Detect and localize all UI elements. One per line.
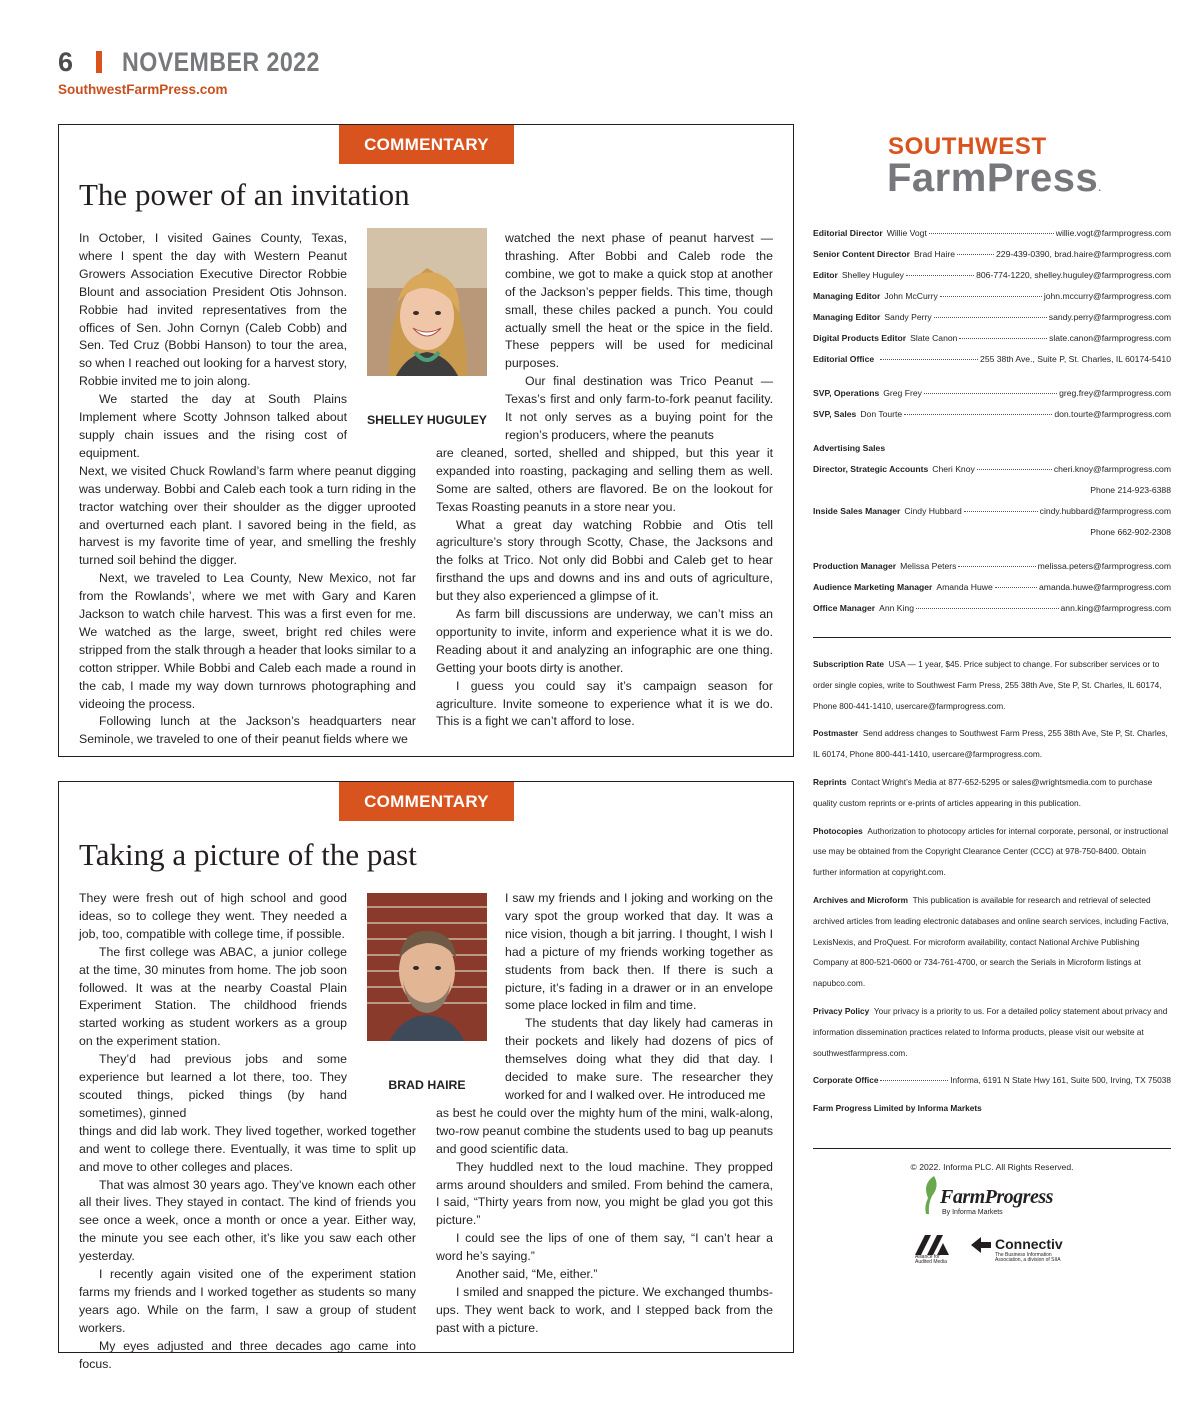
issue-date: NOVEMBER 2022	[121, 46, 320, 77]
divider	[813, 1148, 1171, 1149]
staff-role: Director, Strategic Accounts	[813, 464, 929, 474]
staff-contact[interactable]: melissa.peters@farmprogress.com	[1037, 561, 1171, 571]
staff-role: SVP, Operations	[813, 388, 880, 398]
masthead-southwest: SOUTHWEST	[888, 133, 1047, 160]
staff-name: Don Tourte	[860, 409, 903, 419]
paragraph: What a great day watching Robbie and Otis tell agriculture’s story through Scotty, Chase, the Jacksons and the folks at Trico. Not only did Bobbi and Caleb get to hear firsthand the ups and downs and ins and outs of agriculture, but they also experienced a glimpse of it.	[436, 517, 773, 604]
info-block	[813, 772, 1171, 814]
article-headline: Taking a picture of the past	[79, 837, 417, 872]
left-column	[79, 230, 416, 749]
info-label: Archives and Microform	[813, 894, 908, 905]
section-tag: COMMENTARY	[339, 125, 514, 164]
paragraph: watched the next phase of peanut harvest — thrashing. After Bobbi and Caleb rode the combine, we got to make a quick stop at another of the Jackson’s pepper fields. This time, though small, these chiles packed a punch. You could actually smell the heat or the spice in the field. These peppers will be used for medicinal purposes.	[505, 231, 773, 371]
paragraph: I recently again visited one of the experiment station farms my friends and I worked together as students so many years ago. While on the farm, I saw a group of student workers.	[79, 1267, 416, 1335]
masthead-mark: .	[1098, 183, 1102, 194]
staff-row	[813, 464, 1171, 485]
staff-row	[813, 270, 1171, 291]
publication-info	[813, 654, 1171, 1126]
info-block	[813, 723, 1171, 765]
staff-row	[813, 603, 1171, 624]
staff-group-editorial	[813, 228, 1171, 375]
paragraph: They’d had previous jobs and some experience but learned a lot there, too. They scouted things, picked things (by hand sometimes), ginned	[79, 1052, 347, 1120]
aam-logo-icon	[915, 1235, 951, 1255]
staff-role: Digital Products Editor	[813, 333, 907, 343]
info-block	[813, 1001, 1171, 1063]
info-block	[813, 654, 1171, 716]
info-block	[813, 890, 1171, 994]
connectiv-name: Connectiv	[995, 1236, 1063, 1252]
staff-contact[interactable]: don.tourte@farmprogress.com	[1054, 409, 1171, 419]
staff-name: Melissa Peters	[900, 561, 957, 571]
staff-contact[interactable]: 806-774-1220, shelley.huguley@farmprogress.com	[976, 270, 1171, 280]
staff-role: Managing Editor	[813, 291, 881, 301]
copyright: © 2022. Informa PLC. All Rights Reserved.	[910, 1162, 1074, 1172]
staff-row	[813, 312, 1171, 333]
right-column-narrow	[505, 230, 773, 445]
staff-role: Editor	[813, 270, 838, 280]
masthead-farmpress	[887, 156, 1102, 201]
staff-row	[813, 249, 1171, 270]
staff-row	[813, 228, 1171, 249]
staff-phone: Phone 662-902-2308	[1090, 527, 1171, 537]
staff-role: SVP, Sales	[813, 409, 857, 419]
info-text: Authorization to photocopy articles for internal corporate, personal, or instructional use may be obtained from the Copyright Clearance Center (CCC) at 978-750-8400. Obtain further information at copyright.com.	[813, 825, 1169, 878]
left-column	[79, 890, 416, 1373]
paragraph: Another said, “Me, either.”	[456, 1267, 598, 1282]
paragraph: I smiled and snapped the picture. We exchanged thumbs-ups. They went back to work, and I stepped back from the past with a picture.	[436, 1284, 773, 1335]
info-label: Reprints	[813, 776, 847, 787]
staff-group-svp	[813, 388, 1171, 430]
staff-name: Sandy Perry	[884, 312, 932, 322]
staff-row	[813, 561, 1171, 582]
staff-contact[interactable]: willie.vogt@farmprogress.com	[1055, 228, 1171, 238]
page-number: 6	[58, 46, 74, 77]
folio	[58, 46, 352, 78]
farmprogress-logo	[918, 1172, 1068, 1222]
paragraph: Following lunch at the Jackson’s headquarters near Seminole, we traveled to one of their peanut fields where we	[79, 714, 416, 747]
staff-row	[813, 291, 1171, 312]
paragraph: In October, I visited Gaines County, Texas, where I spent the day with Western Peanut Growers Association Executive Director Robbie Blount and association President Otis Johnson. Robbie had invited representatives from the offices of Sen. John Cornyn (Caleb Cobb) and Sen. Ted Cruz (Bobbi Hanson) to tour the area, so when I reached out looking for a harvest story, Robbie invited me to join along.	[79, 231, 347, 389]
staff-contact[interactable]: amanda.huwe@farmprogress.com	[1039, 582, 1171, 592]
staff-role: Inside Sales Manager	[813, 506, 901, 516]
staff-name: Cindy Hubbard	[904, 506, 962, 516]
staff-contact[interactable]: slate.canon@farmprogress.com	[1049, 333, 1171, 343]
staff-contact[interactable]: 255 38th Ave., Suite P, St. Charles, IL 60174-5410	[980, 354, 1171, 364]
staff-row	[813, 388, 1171, 409]
staff-contact[interactable]: cheri.knoy@farmprogress.com	[1053, 464, 1171, 474]
paragraph: They were fresh out of high school and good ideas, so to college they went. They needed a job, too, compatible with college time, if possible.	[79, 891, 347, 941]
staff-role: Office Manager	[813, 603, 876, 613]
author-byline: BRAD HAIRE	[388, 1078, 466, 1092]
staff-contact[interactable]: ann.king@farmprogress.com	[1060, 603, 1171, 613]
connectiv-sub: The Business Information Association, a division of SIIA	[995, 1252, 1061, 1263]
info-label: Subscription Rate	[813, 659, 884, 669]
staff-contact[interactable]: 229-439-0390, brad.haire@farmprogress.com	[996, 249, 1171, 259]
paragraph: are cleaned, sorted, shelled and shipped, but this year it expanded into roasting, packaging and selling them as well. Some are salted, others are flavored. Be on the lookout for Texas Roasting peanuts in a store near you.	[436, 445, 773, 514]
right-column	[436, 890, 773, 1338]
folio-divider	[96, 51, 102, 73]
staff-group-advertising	[813, 464, 1171, 548]
info-label: Corporate Office	[813, 1075, 879, 1086]
partner-logos	[913, 1233, 1078, 1269]
staff-contact[interactable]: greg.frey@farmprogress.com	[1059, 388, 1171, 398]
staff-role: Production Manager	[813, 561, 897, 571]
paragraph: The students that day likely had cameras in their pockets and likely had dozens of pics of themselves doing what they did that day. I decided to make sure. The researcher they worked for and I walked over. He introduced me	[505, 1016, 773, 1102]
article-brad-haire	[58, 781, 794, 1371]
paragraph: Next, we visited Chuck Rowland’s farm where peanut digging was underway. Bobbi and Caleb each took a turn riding in the tractor watching over their shoulder as the digger uprooted and overturned each plant. I savored being in the field, as harvest is my favorite time of year, and smelling the freshly turned soil behind the digger.	[79, 463, 416, 568]
info-text: Contact Wright’s Media at 877-652-5295 or sales@wrightsmedia.com to purchase quality custom reprints or e-prints of articles appearing in this publication.	[813, 776, 1153, 808]
article-shelley-huguley	[58, 124, 794, 757]
staff-contact[interactable]: cindy.hubbard@farmprogress.com	[1039, 506, 1171, 516]
staff-contact[interactable]: sandy.perry@farmprogress.com	[1048, 312, 1171, 322]
staff-row	[813, 333, 1171, 354]
staff-role: Editorial Office	[813, 354, 875, 364]
right-column	[436, 230, 773, 731]
staff-name: Brad Haire	[913, 249, 956, 259]
paragraph: We started the day at South Plains Implement where Scotty Johnson talked about supply chain issues and the rising cost of equipment.	[79, 392, 347, 460]
staff-group-operations	[813, 561, 1171, 624]
staff-phone: Phone 214-923-6388	[1090, 485, 1171, 495]
aam-label: Alliance for Audited Media	[915, 1254, 947, 1265]
staff-role: Managing Editor	[813, 312, 881, 322]
staff-row	[813, 354, 1171, 375]
staff-role: Editorial Director	[813, 228, 883, 238]
company-line: Farm Progress Limited by Informa Markets	[813, 1103, 982, 1114]
advertising-heading: Advertising Sales	[813, 443, 886, 453]
article-headline: The power of an invitation	[79, 177, 410, 212]
staff-row	[813, 582, 1171, 603]
info-label: Postmaster	[813, 728, 859, 739]
staff-name: John McCurry	[884, 291, 938, 301]
paragraph: as best he could over the mighty hum of the mini, walk-along, two-row peanut combine the students used to bag up peanuts and good scientific data.	[436, 1105, 773, 1156]
info-label: Privacy Policy	[813, 1005, 870, 1016]
farmprogress-sub: By Informa Markets	[942, 1209, 1003, 1216]
staff-list	[813, 228, 1171, 624]
paragraph: That was almost 30 years ago. They’ve known each other all their lives. They stayed in contact. The kind of friends you see once a week, once a month or once a year. Either way, the minute you see each other, it’s like you saw each other yesterday.	[79, 1177, 416, 1264]
staff-contact[interactable]: john.mccurry@farmprogress.com	[1043, 291, 1171, 301]
info-text: Your privacy is a priority to us. For a detailed policy statement about privacy and information dissemination practices related to Informa products, please visit our website at southwestfarmpress.com.	[813, 1005, 1168, 1058]
paragraph: Our final destination was Trico Peanut — Texas’s first and only farm-to-fork peanut facility. It not only serves as a buying point for the region’s producers, where the peanuts	[505, 374, 773, 442]
paragraph: I saw my friends and I joking and working on the vary spot the group worked that day. It was a nice vision, though a bit jarring. I thought, I wish I had a picture of my friends working together as students from back then. If there is such a picture, it’s fading in a drawer or in an envelope some place locked in film and time.	[505, 891, 773, 1013]
divider	[813, 637, 1171, 638]
staff-name: Willie Vogt	[886, 228, 927, 238]
paragraph: My eyes adjusted and three decades ago came into focus.	[79, 1338, 416, 1371]
staff-name: Cheri Knoy	[932, 464, 975, 474]
staff-name: Ann King	[879, 603, 914, 613]
paragraph: I guess you could say it’s campaign season for agriculture. Invite someone to experience what it is we do. This is a fight we can’t afford to lose.	[436, 678, 773, 729]
info-text: This publication is available for research and retrieval of selected archived articles from leading electronic databases and online search services, including Factiva, LexisNexis, and ProQuest. For microform availability, contact National Archive Publishing Company at 800-521-0600 or 734-761-4700, or search the Serials in Microform listings at napubco.com.	[813, 894, 1169, 989]
staff-row	[813, 506, 1171, 527]
staff-name: Greg Frey	[883, 388, 922, 398]
staff-name: Amanda Huwe	[936, 582, 993, 592]
info-block	[813, 821, 1171, 883]
right-column-narrow	[505, 890, 773, 1105]
author-byline: SHELLEY HUGULEY	[366, 413, 488, 427]
site-url[interactable]: SouthwestFarmPress.com	[58, 82, 228, 97]
masthead-name: FarmPress	[887, 156, 1099, 200]
staff-row	[813, 409, 1171, 430]
info-text: Send address changes to Southwest Farm Press, 255 38th Ave, Ste P, St. Charles, IL 60174, Phone 800-441-1410, usercare@farmprogress.com.	[813, 728, 1168, 760]
staff-role: Senior Content Director	[813, 249, 910, 259]
paragraph: The first college was ABAC, a junior college at the time, 30 minutes from home. The job soon followed. It was at the nearby Coastal Plain Experiment Station. The childhood friends started working as student workers as a group on the experiment station.	[79, 944, 347, 1049]
farmprogress-name: FarmProgress	[940, 1186, 1053, 1208]
info-text: USA — 1 year, $45. Price subject to change. For subscriber services or to order single copies, write to Southwest Farm Press, 255 38th Ave, Ste P, St. Charles, IL 60174, Phone 800-441-1410, usercare@farmprogress.com.	[813, 659, 1162, 711]
staff-name: Slate Canon	[910, 333, 958, 343]
left-column-narrow	[79, 890, 347, 1123]
paragraph: Next, we traveled to Lea County, New Mexico, not far from the Rowlands’, where we met with Gary and Karen Jackson to watch chile harvest. This was a first even for me. We watched as the large, sweet, bright red chiles were stripped from the stalk through a header that looks similar to a cotton stripper. While Bobbi and Caleb each made a round in the cab, I made my way down turnrows photographing and videoing the process.	[79, 571, 416, 711]
left-column-narrow	[79, 230, 347, 463]
info-text: Informa, 6191 N State Hwy 161, Suite 500, Irving, TX 75038	[950, 1075, 1171, 1086]
info-label: Photocopies	[813, 825, 863, 836]
connectiv-logo-icon	[969, 1235, 993, 1255]
paragraph: They huddled next to the loud machine. They propped arms around shoulders and smiled. From behind the camera, I said, “Thirty years from now, you might be glad you got this picture.”	[436, 1159, 773, 1228]
section-tag: COMMENTARY	[339, 782, 514, 821]
corporate-office	[813, 1070, 1171, 1091]
staff-name: Shelley Huguley	[841, 270, 904, 280]
leaf-icon	[920, 1174, 942, 1214]
paragraph: things and did lab work. They lived together, worked together and went to college there. Eventually, it was time to split up and move to other colleges and places.	[79, 1123, 416, 1174]
paragraph: I could see the lips of one of them say, “I can’t hear a word he’s saying.”	[436, 1231, 773, 1264]
staff-role: Audience Marketing Manager	[813, 582, 933, 592]
paragraph: As farm bill discussions are underway, we can’t miss an opportunity to invite, inform and experience what it is we do. Reading about it and analyzing an infographic are one thing. Getting your boots dirty is another.	[436, 607, 773, 675]
